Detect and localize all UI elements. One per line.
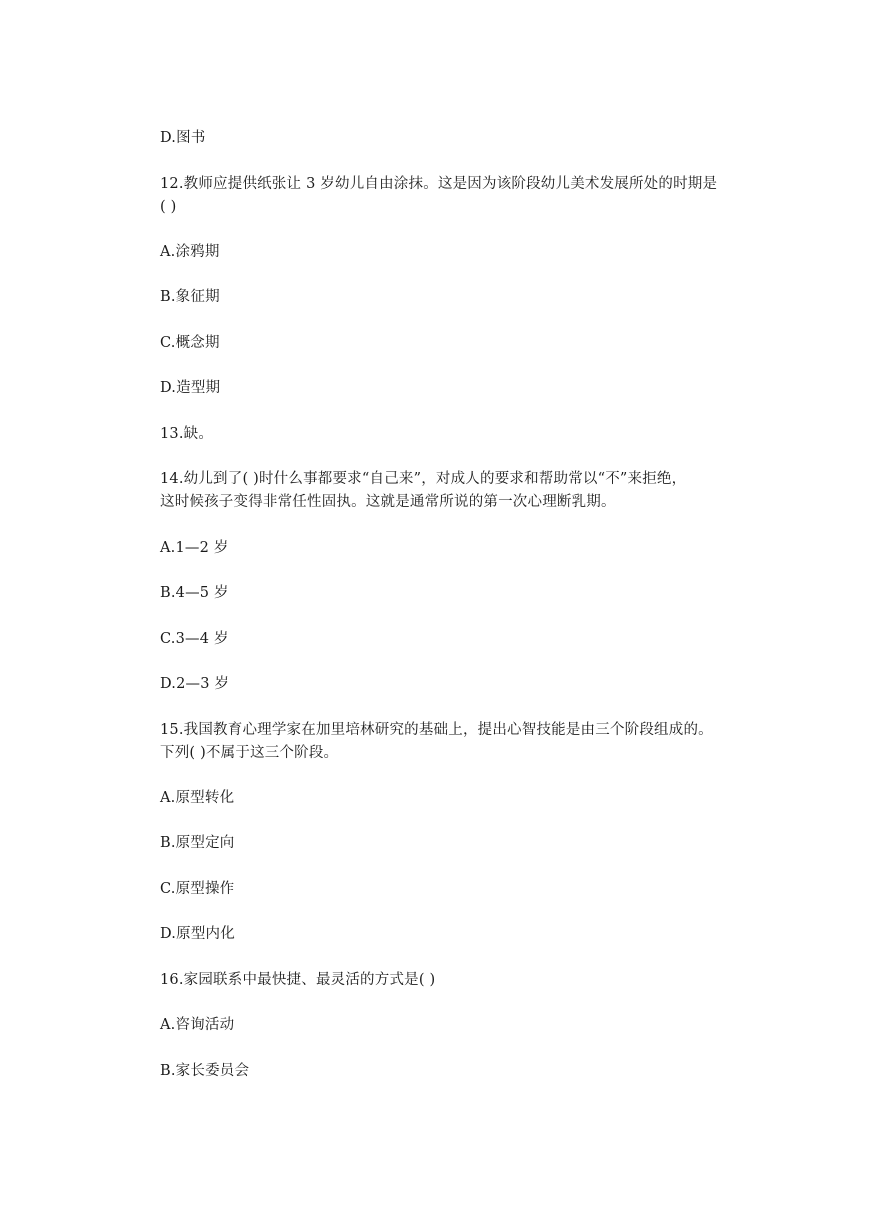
option-12-a: A.涂鸦期 [160,244,220,260]
option-14-d: D.2—3 岁 [160,676,230,692]
option-16-a: A.咨询活动 [160,1017,235,1033]
option-14-c: C.3—4 岁 [160,631,229,647]
question-16: 16.家园联系中最快捷、最灵活的方式是( ) [160,972,436,988]
option-15-c: C.原型操作 [160,881,235,897]
option-12-c: C.概念期 [160,335,220,351]
option-16-b: B.家长委员会 [160,1063,250,1079]
option-12-d: D.造型期 [160,380,221,396]
question-14-line-1: 14.幼儿到了( )时什么事都要求“自己来”，对成人的要求和帮助常以“不”来拒绝， [160,471,687,487]
option-15-a: A.原型转化 [160,790,235,806]
option-14-b: B.4—5 岁 [160,585,229,601]
option-12-b: B.象征期 [160,289,220,305]
question-13: 13.缺。 [160,426,214,442]
question-15-line-2: 下列( )不属于这三个阶段。 [160,745,339,761]
option-15-b: B.原型定向 [160,835,235,851]
option-11-d: D.图书 [160,130,206,146]
question-12-line-2: ( ) [160,199,177,215]
question-14-line-2: 这时候孩子变得非常任性固执。这就是通常所说的第一次心理断乳期。 [160,494,616,510]
option-14-a: A.1—2 岁 [160,540,229,556]
question-15-line-1: 15.我国教育心理学家在加里培林研究的基础上，提出心智技能是由三个阶段组成的。 [160,722,713,738]
option-15-d: D.原型内化 [160,926,235,942]
question-12-line-1: 12.教师应提供纸张让 3 岁幼儿自由涂抹。这是因为该阶段幼儿美术发展所处的时期是 [160,176,718,192]
